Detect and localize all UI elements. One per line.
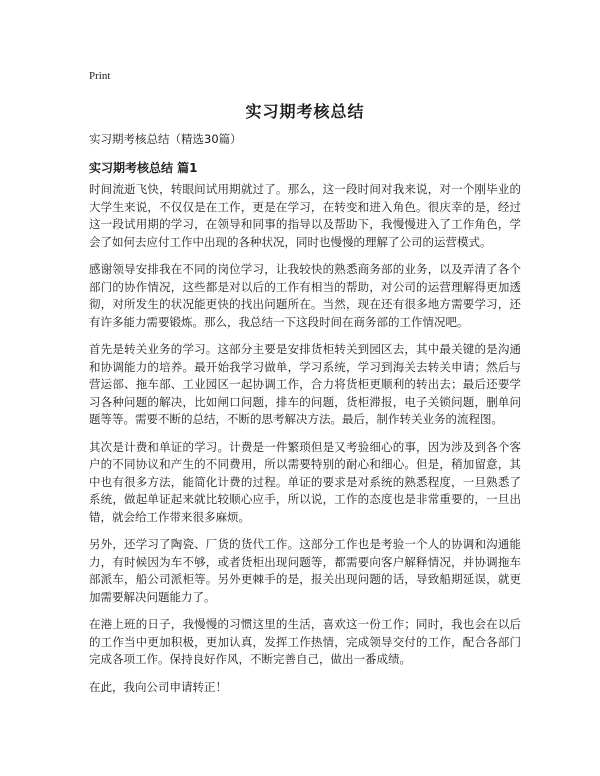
- paragraph-1: 时间流逝飞快，转眼间试用期就过了。那么，这一段时间对我来说，对一个刚毕业的大学生来说，不仅仅是在工作，更是在学习，在转变和进入角色。很庆幸的是，经过这一段试用期的学习，在领导和同事的指导以及帮助下，我慢慢进入了工作角色，学会了如何去应付工作中出现的各种状况，同时也慢慢的理解了公司的运营模式。: [89, 182, 521, 249]
- print-label[interactable]: Print: [89, 70, 111, 82]
- paragraph-6: 在港上班的日子，我慢慢的习惯这里的生活，喜欢这一份工作；同时，我也会在以后的工作当中更加积极，更加认真，发挥工作热情，完成领导交付的工作，配合各部门完成各项工作。保持良好作风，不断完善自己，做出一番成绩。: [89, 617, 521, 666]
- paragraph-3: 首先是转关业务的学习。这部分主要是安排货柜转关到园区去，其中最关键的是沟通和协调能力的培养。最开始我学习做单，学习系统，学习到海关去转关申请；然后与营运部、拖车部、工业园区一起协调工作，合力将货柜更顺利的转出去；最后还要学习各种问题的解决，比如闸口问题，排车的问题，货柜滞报，电子关锁问题，删单问题等等。需要不断的总结，不断的思考解决方法。最后，制作转关业务的流程图。: [89, 342, 521, 426]
- paragraph-4: 其次是计费和单证的学习。计费是一件繁琐但是又考验细心的事，因为涉及到各个客户的不同协议和产生的不同费用，所以需要特别的耐心和细心。但是，稍加留意，其中也有很多方法，能简化计费的过程。单证的要求是对系统的熟悉程度，一旦熟悉了系统，做起单证起来就比较顺心应手，所以说，工作的态度也是非常重要的，一旦出错，就会给工作带来很多麻烦。: [89, 439, 521, 524]
- paragraph-7: 在此，我向公司申请转正！: [89, 679, 227, 694]
- paragraph-2: 感谢领导安排我在不同的岗位学习，让我较快的熟悉商务部的业务，以及弄清了各个部门的协作情况，这些都是对以后的工作有相当的帮助，对公司的运营理解得更加透彻，对所发生的状况能更快的找出问题所在。当然，现在还有很多地方需要学习，还有许多能力需要锻炼。那么，我总结一下这段时间在商务部的工作情况吧。: [89, 262, 521, 329]
- paragraph-5: 另外，还学习了陶瓷、厂货的货代工作。这部分工作也是考验一个人的协调和沟通能力，有时候因为车不够，或者货柜出现问题等，都需要向客户解释情况，并协调拖车部派车，船公司派柜等。另外更棘手的是，报关出现问题的话，导致船期延误，就更加需要解决问题能力了。: [89, 537, 521, 604]
- page-title: 实习期考核总结: [245, 102, 365, 121]
- document-subtitle: 实习期考核总结（精选30篇）: [89, 132, 242, 146]
- section-heading: 实习期考核总结 篇1: [89, 161, 198, 175]
- document-body: [89, 181, 521, 706]
